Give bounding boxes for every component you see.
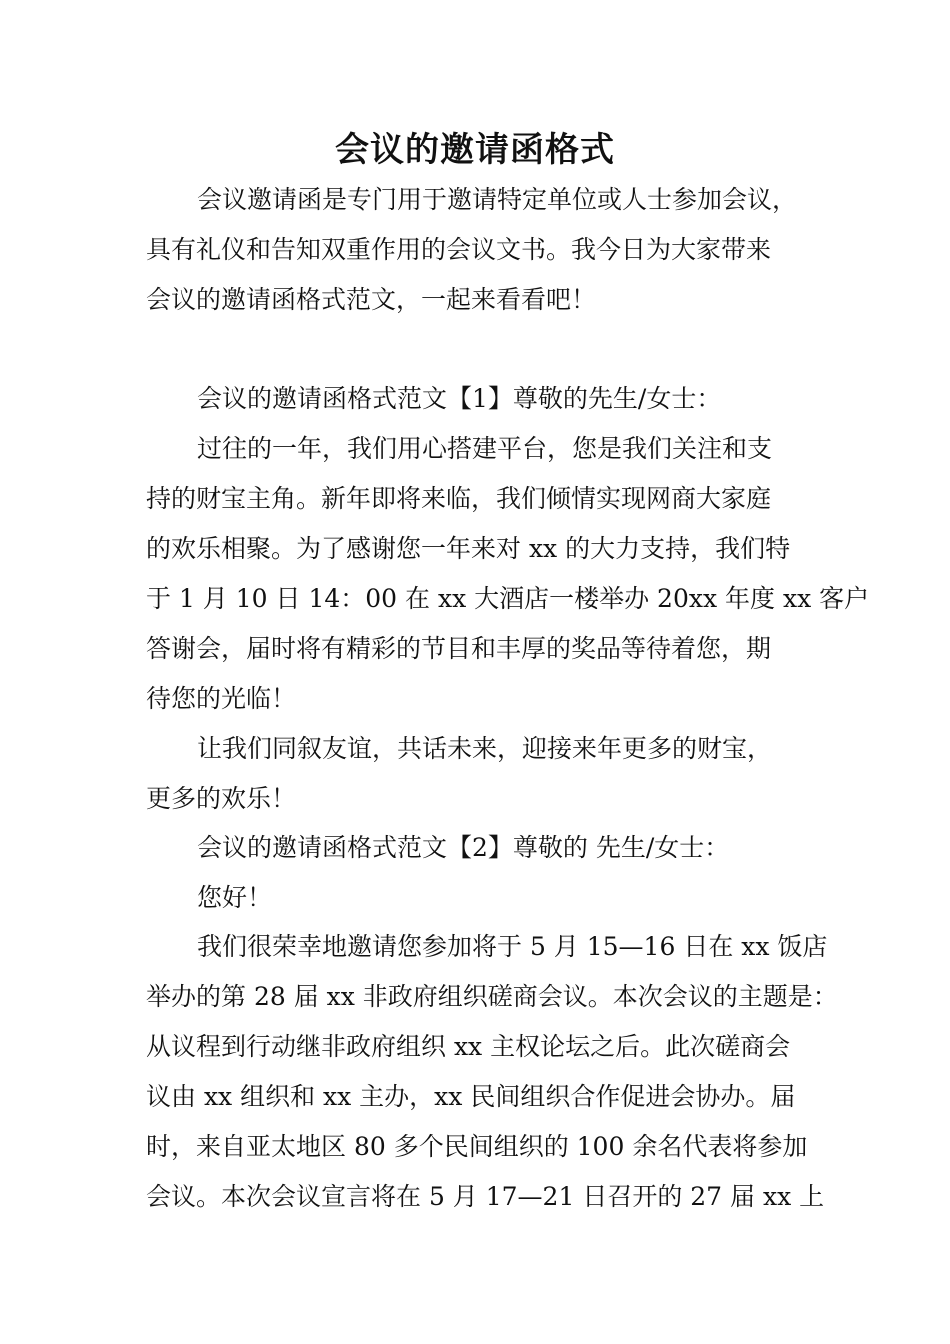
paragraph-line: 答谢会，届时将有精彩的节目和丰厚的奖品等待着您，期	[146, 634, 772, 663]
document-title: 会议的邀请函格式	[335, 130, 615, 170]
paragraph-line: 更多的欢乐！	[146, 784, 297, 813]
paragraph-line: 会议的邀请函格式范文，一起来看看吧！	[146, 285, 597, 314]
paragraph-line: 的欢乐相聚。为了感谢您一年来对 xx 的大力支持，我们特	[146, 534, 791, 563]
paragraph-line: 具有礼仪和告知双重作用的会议文书。我今日为大家带来	[146, 235, 772, 264]
paragraph-line: 会议。本次会议宣言将在 5 月 17—21 日召开的 27 届 xx 上	[146, 1182, 825, 1211]
paragraph-line: 让我们同叙友谊，共话未来，迎接来年更多的财宝，	[197, 734, 773, 763]
paragraph-line: 时，来自亚太地区 80 多个民间组织的 100 余名代表将参加	[146, 1132, 808, 1161]
paragraph-line: 议由 xx 组织和 xx 主办，xx 民间组织合作促进会协办。届	[146, 1082, 796, 1111]
section-heading: 会议的邀请函格式范文【2】尊敬的 先生/女士：	[197, 833, 730, 862]
paragraph-line: 我们很荣幸地邀请您参加将于 5 月 15—16 日在 xx 饭店	[197, 932, 828, 961]
greeting-line: 您好！	[197, 883, 273, 912]
paragraph-line: 于 1 月 10 日 14：00 在 xx 大酒店一楼举办 20xx 年度 xx 客户	[146, 584, 870, 613]
paragraph-line: 过往的一年，我们用心搭建平台，您是我们关注和支	[197, 434, 773, 463]
paragraph-line: 待您的光临！	[146, 684, 297, 713]
paragraph-line: 会议邀请函是专门用于邀请特定单位或人士参加会议，	[197, 185, 798, 214]
section-heading: 会议的邀请函格式范文【1】尊敬的先生/女士：	[197, 384, 722, 413]
paragraph-line: 从议程到行动继非政府组织 xx 主权论坛之后。此次磋商会	[146, 1032, 791, 1061]
paragraph-line: 持的财宝主角。新年即将来临，我们倾情实现网商大家庭	[146, 484, 772, 513]
paragraph-line: 举办的第 28 届 xx 非政府组织磋商会议。本次会议的主题是：	[146, 982, 838, 1011]
